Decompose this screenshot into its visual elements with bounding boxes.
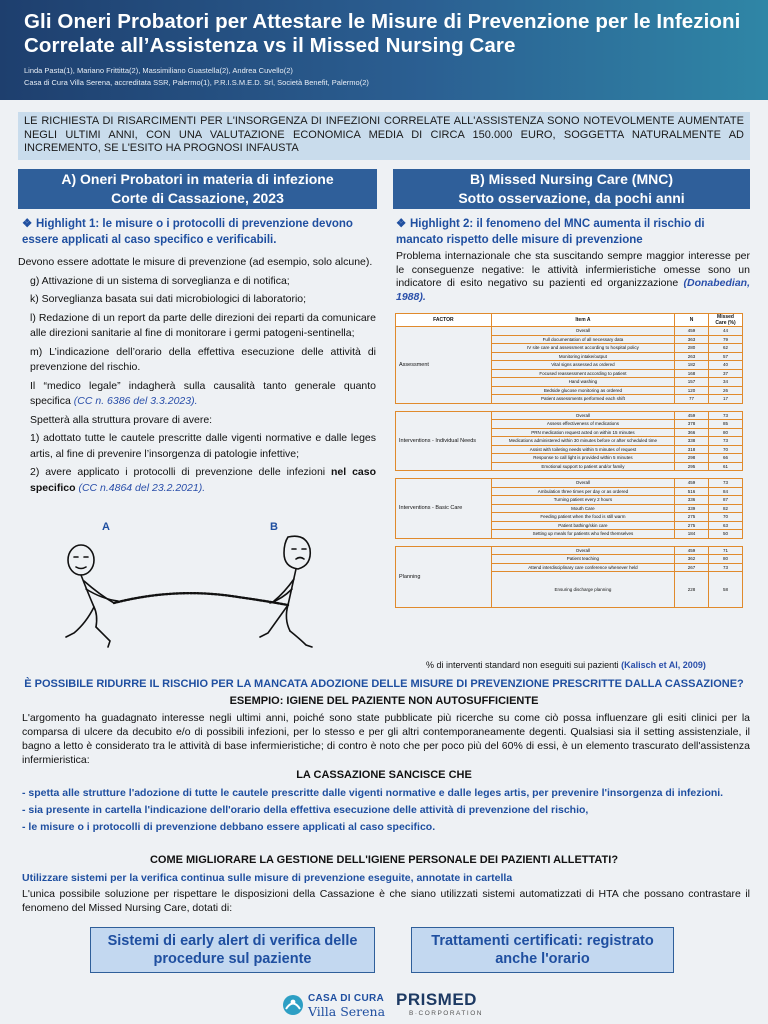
poster-title [24, 10, 744, 58]
table-caption [426, 660, 706, 670]
paragraph: Devono essere adottate le misure di prevenzione (ad esempio, solo alcune). [18, 256, 373, 268]
missed-care-cell: 61 [709, 462, 743, 471]
cassazione-item: - sia presente in cartella l'indicazione dell'orario della effettiva esecuzione delle attività di prevenzione del rischio, [22, 804, 589, 816]
list-item: l) Redazione di un report da parte delle direzioni dei reparti da comunicare alle direzioni sanitarie al fine di monitorare i germi patogeni-sentinella; [30, 311, 376, 339]
column-a-body [18, 255, 376, 499]
factor-cell: Planning [396, 546, 492, 608]
citation: (CC n.4864 del 23.2.2021). [75, 481, 206, 494]
column-b-header [393, 169, 750, 209]
column-b-subtitle: Sotto osservazione, da pochi anni [458, 190, 685, 206]
title-line-1: Gli Oneri Probatori per Attestare le Misure di Prevenzione per le Infezioni [24, 10, 741, 33]
improve-subtitle: Utilizzare sistemi per la verifica continua sulle misure di prevenzione eseguite, annotate in cartella [22, 872, 513, 884]
n-cell: 228 [675, 572, 709, 608]
citation: (CC n. 6386 del 3.3.2023). [73, 395, 198, 407]
n-cell: 363 [675, 335, 709, 344]
improve-title: COME MIGLIORARE LA GESTIONE DELL'IGIENE PERSONALE DEI PAZIENTI ALLETTATI? [149, 854, 619, 866]
table-header-cell: FACTOR [396, 314, 492, 327]
table-row [396, 479, 743, 488]
authors: Linda Pasta(1), Mariano Frittitta(2), Massimiliano Guastella(2), Andrea Cuvello(2) [24, 66, 293, 75]
n-cell: 459 [675, 411, 709, 420]
missed-care-cell: 34 [709, 378, 743, 387]
n-cell: 77 [675, 395, 709, 404]
n-cell: 120 [675, 386, 709, 395]
table-header-cell: Item A [491, 314, 674, 327]
paragraph-text: Il “medico legale” indagherà sulla causalità tanto generale quanto specifica [30, 379, 376, 407]
title-line-2: Correlate all’Assistenza vs il Missed Nursing Care [24, 34, 516, 57]
item-cell: Overall [491, 327, 674, 336]
factor-cell: Interventions - Basic Care [396, 479, 492, 539]
item-cell: Setting up meals for patients who feed themselves [491, 530, 674, 539]
n-cell: 184 [675, 530, 709, 539]
item-cell: Vital signs assessed as ordered [491, 361, 674, 370]
missed-care-cell: 82 [709, 504, 743, 513]
n-cell: 295 [675, 462, 709, 471]
table-spacer-cell [396, 471, 743, 479]
n-cell: 157 [675, 378, 709, 387]
villa-serena-mark-icon [282, 994, 304, 1016]
column-b-title: B) Missed Nursing Care (MNC) [469, 171, 674, 187]
item-cell: Patient bathing/skin care [491, 521, 674, 530]
prismed-wordmark: PRISMED [396, 990, 477, 1009]
missed-care-cell: 84 [709, 487, 743, 496]
early-alert-box: Sistemi di early alert di verifica delle procedure sul paziente [90, 927, 375, 973]
n-cell: 280 [675, 344, 709, 353]
paragraph: 1) adottato tutte le cautele prescritte dalle vigenti normative e dalle leges artis, al fine di prevenire l’insorgenza di patologie infettive; [30, 432, 376, 460]
question-banner: È POSSIBILE RIDURRE IL RISCHIO PER LA MANCATA ADOZIONE DELLE MISURE DI PREVENZIONE PRESCRITTE DALLA CASSAZIONE? [24, 678, 744, 690]
cassazione-item: - spetta alle strutture l'adozione di tutte le cautele prescritte dalle vigenti normative e dalle leges artis, per prevenire l'insorgenza di infezioni. [22, 787, 724, 799]
certified-treatments-box: Trattamenti certificati: registrato anche l'orario [411, 927, 674, 973]
item-cell: Ambulation three times per day or as ordered [491, 487, 674, 496]
table-spacer-cell [396, 403, 743, 411]
highlight-2-text: Highlight 2: il fenomeno del MNC aumenta il rischio di mancato rispetto delle misure di prevenzione [396, 218, 705, 246]
n-cell: 275 [675, 513, 709, 522]
intro-box: LE RICHIESTA DI RISARCIMENTI PER L'INSORGENZA DI INFEZIONI CORRELATE ALL'ASSISTENZA SONO NOTEVOLMENTE AUMENTATE NEGLI ULTIMI ANNI, CON UNA VALUTAZIONE ECONOMICA MEDIA DI CIRCA 150.000 EURO, SOGGETTA NATURALMENTE AD INCREMENTO, SE L'ESITO HA PROGNOSI INFAUSTA [18, 112, 750, 160]
n-cell: 516 [675, 487, 709, 496]
item-cell: Feeding patient when the food is still warm [491, 513, 674, 522]
factor-cell: Interventions - Individual Needs [396, 411, 492, 471]
n-cell: 459 [675, 479, 709, 488]
n-cell: 366 [675, 428, 709, 437]
column-a-title: A) Oneri Probatori in materia di infezione [61, 171, 334, 187]
affiliation: Casa di Cura Villa Serena, accreditata SSR, Palermo(1), P.R.I.S.M.E.D. Srl, Società Benefit, Palermo(2) [24, 78, 369, 87]
cassazione-title: LA CASSAZIONE SANCISCE CHE [296, 769, 472, 781]
item-cell: Overall [491, 546, 674, 555]
table-header-row [396, 314, 743, 327]
tug-of-war-illustration [26, 515, 356, 665]
highlight-1 [22, 216, 372, 248]
label-a: A [102, 521, 110, 533]
n-cell: 182 [675, 361, 709, 370]
item-cell: Ensuring discharge planning [491, 572, 674, 608]
n-cell: 275 [675, 521, 709, 530]
column-a-subtitle: Corte di Cassazione, 2023 [111, 190, 284, 206]
missed-care-cell: 50 [709, 530, 743, 539]
table-header-cell: N [675, 314, 709, 327]
diamond-bullet-icon: ❖ [396, 218, 407, 230]
item-cell: Response to call light is provided within 5 minutes [491, 454, 674, 463]
item-cell: Medications administered within 30 minutes before or after scheduled time [491, 437, 674, 446]
missed-care-cell: 37 [709, 369, 743, 378]
villa-serena-line2: Villa Serena [308, 1004, 386, 1019]
poster-header [0, 0, 768, 100]
improve-paragraph: L'unica possibile soluzione per rispettare le disposizioni della Cassazione è che siano utilizzati sistemi automatizzati di HTA che possano contrastare il fenomeno del Missed Nursing Care, dotati di: [22, 888, 750, 914]
emphasis: nel caso specifico [30, 466, 377, 494]
missed-care-cell: 58 [709, 572, 743, 608]
table-row [396, 546, 743, 555]
missed-care-cell: 71 [709, 546, 743, 555]
item-cell: Attend interdisciplinary care conference whenever held [491, 563, 674, 572]
cassazione-item: - le misure o i protocolli di prevenzione debbano essere applicati al caso specifico. [22, 821, 436, 833]
table-spacer-cell [396, 538, 743, 546]
n-cell: 318 [675, 445, 709, 454]
item-cell: Patient teaching [491, 555, 674, 564]
label-b: B [270, 521, 278, 533]
missed-care-cell: 73 [709, 437, 743, 446]
column-b-body [396, 250, 750, 304]
item-cell: IV site care and assessment according to hospital policy [491, 344, 674, 353]
missed-care-cell: 85 [709, 420, 743, 429]
item-cell: Patient assessments performed each shift [491, 395, 674, 404]
prismed-logo [396, 990, 496, 1020]
list-item: m) L’indicazione dell’orario della effettiva esecuzione delle attività di prevenzione del rischio. [30, 345, 376, 373]
item-cell: Focused reassessment according to patient [491, 369, 674, 378]
caption-citation: (Kalisch et Al, 2009) [621, 660, 706, 670]
missed-care-cell: 80 [709, 428, 743, 437]
missed-care-cell: 40 [709, 361, 743, 370]
missed-care-cell: 73 [709, 563, 743, 572]
paragraph [18, 379, 376, 410]
factor-cell: Assessment [396, 327, 492, 404]
paragraph [18, 465, 376, 496]
missed-care-cell: 66 [709, 454, 743, 463]
missed-care-cell: 73 [709, 479, 743, 488]
missed-care-cell: 17 [709, 395, 743, 404]
diamond-bullet-icon: ❖ [22, 218, 33, 230]
table-spacer-row [396, 471, 743, 479]
item-cell: Full documentation of all necessary data [491, 335, 674, 344]
example-title: ESEMPIO: IGIENE DEL PAZIENTE NON AUTOSUFFICIENTE [229, 695, 539, 707]
missed-care-cell: 70 [709, 445, 743, 454]
villa-serena-line1: CASA DI CURA [308, 993, 385, 1004]
table-row [396, 411, 743, 420]
paragraph-text: 2) avere applicato i protocolli di prevenzione delle infezioni [30, 466, 332, 478]
item-cell: Monitoring intake/output [491, 352, 674, 361]
item-cell: Overall [491, 411, 674, 420]
missed-care-cell: 62 [709, 344, 743, 353]
table-header-cell: Missed Care (%) [709, 314, 743, 327]
item-cell: Assess effectiveness of medications [491, 420, 674, 429]
item-cell: Bedside glucose monitoring as ordered [491, 386, 674, 395]
prismed-subtitle: B·CORPORATION [409, 1010, 483, 1017]
column-a-header [18, 169, 377, 209]
caption-text: % di interventi standard non eseguiti sui pazienti [426, 660, 622, 670]
item-cell: PRN medication request acted on within 15 minutes [491, 428, 674, 437]
paragraph: Spetterà alla struttura provare di avere: [30, 413, 213, 426]
example-paragraph: L'argomento ha guadagnato interesse negli ultimi anni, poiché sono state pubblicate più ricerche su come ciò possa influenzare gli esiti clinici per la comparsa di ulcere da decubito e/o di possibili infezioni, per lo stesso e per gli altri contemporaneamente degenti. Qualsiasi sia il setting assistenziale, il bagno a letto è considerato tra le attività di base infermieristiche; di contro è noto che per poco più del 60% di essi, è un elemento trascurato dell'assistenza infermieristica: [22, 712, 750, 766]
missed-care-cell: 44 [709, 327, 743, 336]
missed-care-cell: 80 [709, 555, 743, 564]
n-cell: 168 [675, 369, 709, 378]
list-item: g) Attivazione di un sistema di sorveglianza e di notifica; [30, 274, 290, 287]
paragraph-text: Problema internazionale che sta suscitando sempre maggior interesse per le conseguenze negative: le attività infermieristiche omesse sono un indicatore di esito negativo su pazienti ed organizzazione [396, 250, 750, 289]
missed-care-cell: 57 [709, 352, 743, 361]
n-cell: 362 [675, 555, 709, 564]
missed-care-cell: 79 [709, 335, 743, 344]
table-spacer-row [396, 403, 743, 411]
item-cell: Overall [491, 479, 674, 488]
missed-care-table [395, 313, 743, 608]
table-spacer-row [396, 538, 743, 546]
missed-care-cell: 26 [709, 386, 743, 395]
citation: (Donabedian, 1988). [396, 277, 750, 303]
item-cell: Hand washing [491, 378, 674, 387]
missed-care-cell: 87 [709, 496, 743, 505]
n-cell: 378 [675, 420, 709, 429]
n-cell: 339 [675, 504, 709, 513]
item-cell: Assist with toileting needs within 5 minutes of request [491, 445, 674, 454]
n-cell: 267 [675, 563, 709, 572]
n-cell: 263 [675, 352, 709, 361]
tug-of-war-drawing [26, 515, 356, 665]
missed-care-cell: 63 [709, 521, 743, 530]
highlight-1-text: Highlight 1: le misure o i protocolli di prevenzione devono essere applicati al caso specifico e verificabili. [22, 218, 353, 246]
n-cell: 336 [675, 496, 709, 505]
n-cell: 338 [675, 437, 709, 446]
n-cell: 459 [675, 327, 709, 336]
n-cell: 459 [675, 546, 709, 555]
table-row [396, 327, 743, 336]
item-cell: Emotional support to patient and/or family [491, 462, 674, 471]
item-cell: Turning patient every 2 hours [491, 496, 674, 505]
item-cell: Mouth Care [491, 504, 674, 513]
n-cell: 298 [675, 454, 709, 463]
missed-care-cell: 70 [709, 513, 743, 522]
villa-serena-logo [282, 992, 392, 1020]
missed-care-cell: 73 [709, 411, 743, 420]
list-item: k) Sorveglianza basata sui dati microbiologici di laboratorio; [30, 293, 307, 305]
highlight-2 [396, 216, 748, 248]
